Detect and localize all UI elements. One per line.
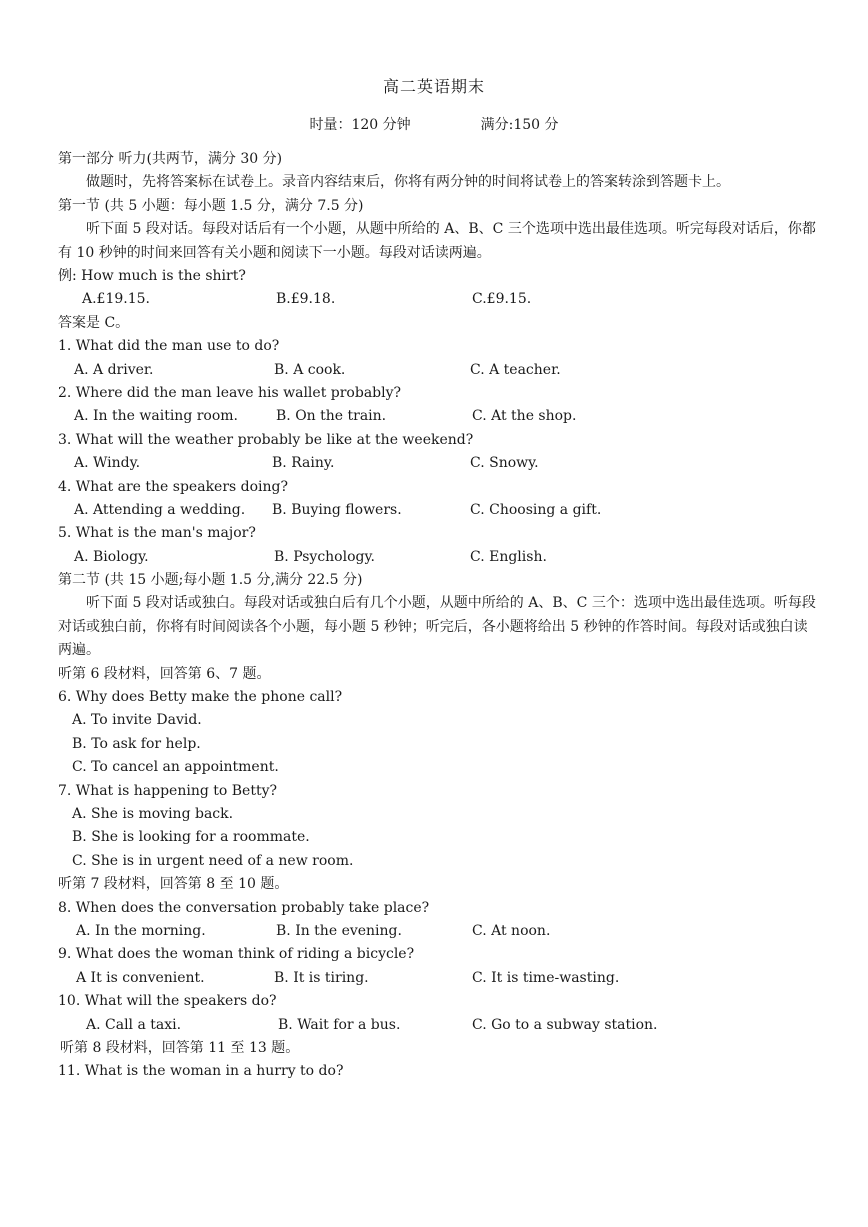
question-stem: 7. What is happening to Betty? bbox=[58, 782, 277, 799]
page-title: 高二英语期末 bbox=[382, 77, 485, 96]
option-c: C. At the shop. bbox=[472, 408, 577, 425]
option-a: A. In the morning. bbox=[76, 922, 206, 939]
question-options bbox=[58, 967, 818, 990]
option-a: A. Attending a wedding. bbox=[74, 501, 246, 518]
part1-intro: 做题时，先将答案标在试卷上。录音内容结束后，你将有两分钟的时间将试卷上的答案转涂到答题卡上。 bbox=[86, 174, 730, 191]
option-c: C. At noon. bbox=[472, 922, 551, 939]
question-stem: 8. When does the conversation probably take place? bbox=[58, 899, 430, 916]
example-option-a: A.£19.15. bbox=[82, 291, 150, 308]
exam-content bbox=[58, 148, 818, 1084]
question-stem: 4. What are the speakers doing? bbox=[58, 478, 289, 495]
option-c: C. Choosing a gift. bbox=[470, 501, 602, 518]
option-b: B. Wait for a bus. bbox=[278, 1016, 401, 1033]
example-option-c: C.£9.15. bbox=[472, 291, 532, 308]
option-b: B. In the evening. bbox=[276, 922, 402, 939]
question-stem: 5. What is the man's major? bbox=[58, 525, 256, 542]
option-b: B. Psychology. bbox=[274, 548, 375, 565]
question-options bbox=[58, 359, 818, 382]
material-instruction: 听第 7 段材料，回答第 8 至 10 题。 bbox=[58, 876, 289, 893]
section1-heading: 第一节 (共 5 小题：每小题 1.5 分，满分 7.5 分) bbox=[58, 197, 364, 214]
option-b: B. Buying flowers. bbox=[272, 501, 402, 518]
question-stem: 2. Where did the man leave his wallet probably? bbox=[58, 384, 402, 401]
option-b: B. A cook. bbox=[274, 361, 346, 378]
question-options bbox=[58, 920, 818, 943]
option-c: C. Go to a subway station. bbox=[472, 1016, 658, 1033]
section2-intro: 听下面 5 段对话或独白。每段对话或独白后有几个小题，从题中所给的 A、B、C 三个：选项中选出最佳选项。听每段对话或独白前，你将有时间阅读各个小题，每小题 5 秒钟；听完后，各小题将给出 5 秒钟的作答时间。每段对话或独白读两遍。 bbox=[58, 595, 816, 659]
option-a: A. Biology. bbox=[74, 548, 149, 565]
question-options bbox=[58, 499, 818, 522]
option-a: A. She is moving back. bbox=[72, 805, 234, 822]
option-a: A. To invite David. bbox=[72, 712, 202, 729]
option-c: C. A teacher. bbox=[470, 361, 561, 378]
option-b: B. It is tiring. bbox=[274, 969, 369, 986]
question-options bbox=[58, 452, 818, 475]
option-a: A. Windy. bbox=[74, 455, 141, 472]
question-stem: 10. What will the speakers do? bbox=[58, 993, 277, 1010]
question-stem: 9. What does the woman think of riding a bicycle? bbox=[58, 946, 415, 963]
section2-heading: 第二节 (共 15 小题;每小题 1.5 分,满分 22.5 分) bbox=[58, 572, 363, 589]
part1-heading: 第一部分 听力(共两节，满分 30 分) bbox=[58, 151, 283, 167]
exam-meta bbox=[0, 114, 868, 134]
total-score: 满分:150 分 bbox=[480, 117, 559, 133]
option-c: C. She is in urgent need of a new room. bbox=[72, 852, 354, 869]
option-b: B. On the train. bbox=[276, 408, 387, 425]
question-stem: 3. What will the weather probably be like at the weekend? bbox=[58, 431, 474, 448]
option-a: A. A driver. bbox=[74, 361, 154, 378]
time-limit: 时量：120 分钟 bbox=[309, 117, 411, 133]
material-instruction: 听第 8 段材料，回答第 11 至 13 题。 bbox=[60, 1039, 300, 1056]
material-instruction: 听第 6 段材料，回答第 6、7 题。 bbox=[58, 665, 271, 682]
option-b: B. To ask for help. bbox=[72, 735, 201, 752]
option-a: A. Call a taxi. bbox=[86, 1016, 182, 1033]
option-a: A It is convenient. bbox=[76, 969, 205, 986]
example-option-b: B.£9.18. bbox=[276, 291, 336, 308]
question-options bbox=[58, 405, 818, 428]
question-stem: 11. What is the woman in a hurry to do? bbox=[58, 1063, 344, 1080]
option-c: C. It is time-wasting. bbox=[472, 969, 620, 986]
example-answer: 答案是 C。 bbox=[58, 314, 130, 331]
option-a: A. In the waiting room. bbox=[74, 408, 239, 425]
question-stem: 1. What did the man use to do? bbox=[58, 338, 280, 355]
option-c: C. Snowy. bbox=[470, 455, 539, 472]
option-b: B. She is looking for a roommate. bbox=[72, 829, 310, 846]
option-c: C. To cancel an appointment. bbox=[72, 759, 279, 776]
example-question: 例: How much is the shirt? bbox=[58, 267, 246, 284]
section1-intro: 听下面 5 段对话。每段对话后有一个小题，从题中所给的 A、B、C 三个选项中选出最佳选项。听完每段对话后，你都有 10 秒钟的时间来回答有关小题和阅读下一小题。每段对话读两遍。 bbox=[58, 221, 816, 261]
example-options bbox=[58, 288, 818, 311]
option-c: C. English. bbox=[470, 548, 547, 565]
question-options bbox=[58, 1014, 818, 1037]
question-options bbox=[58, 546, 818, 569]
option-b: B. Rainy. bbox=[272, 455, 335, 472]
question-stem: 6. Why does Betty make the phone call? bbox=[58, 689, 343, 706]
